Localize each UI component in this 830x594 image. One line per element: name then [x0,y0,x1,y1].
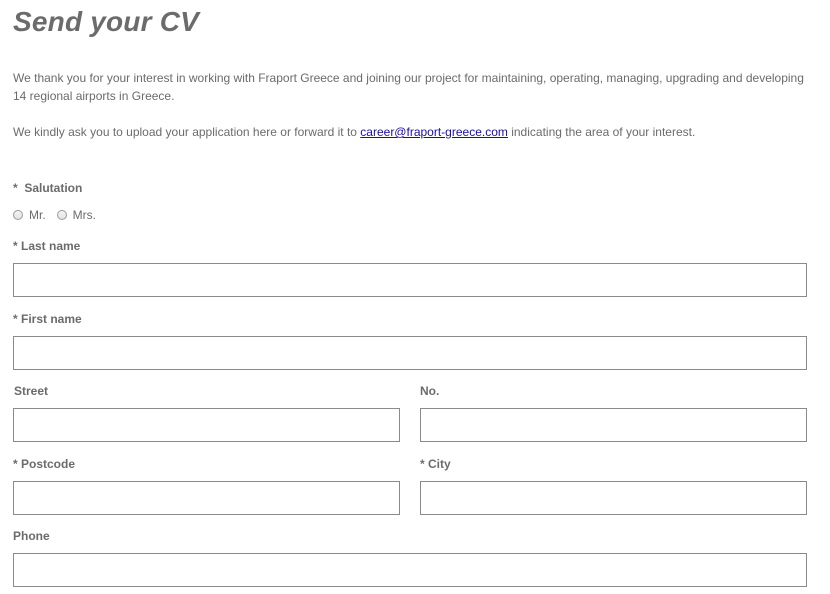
page-title: Send your CV [13,6,199,37]
salutation-mr-label[interactable]: Mr. [29,208,46,222]
salutation-mrs-label[interactable]: Mrs. [72,208,96,222]
house-number-label: No. [420,384,440,398]
salutation-radio-group [13,208,107,222]
street-input[interactable] [13,408,400,442]
intro-upload-text-end: indicating the area of your interest. [507,125,696,139]
street-label: Street [14,384,49,398]
intro-upload-text: We kindly ask you to upload your application here or forward it to [13,125,361,139]
salutation-label: * Salutation [13,181,83,195]
intro-paragraph-thanks: We thank you for your interest in working with Fraport Greece and joining our project for maintaining, operating, managing, upgrading and developing 14 regional airports in Greece. [13,71,804,103]
salutation-mr-radio[interactable] [13,210,23,220]
first-name-input[interactable] [13,336,807,370]
salutation-mrs-radio[interactable] [57,210,67,220]
city-label: * City [420,457,451,471]
last-name-label: * Last name [13,239,81,253]
first-name-label: * First name [13,312,82,326]
career-email-link[interactable]: career@fraport-greece.com [360,125,508,139]
postcode-input[interactable] [13,481,400,515]
intro-paragraph-upload [13,123,807,141]
postcode-label: * Postcode [13,457,76,471]
last-name-input[interactable] [13,263,807,297]
phone-label: Phone [13,529,50,543]
phone-input[interactable] [13,553,807,587]
city-input[interactable] [420,481,807,515]
house-number-input[interactable] [420,408,807,442]
